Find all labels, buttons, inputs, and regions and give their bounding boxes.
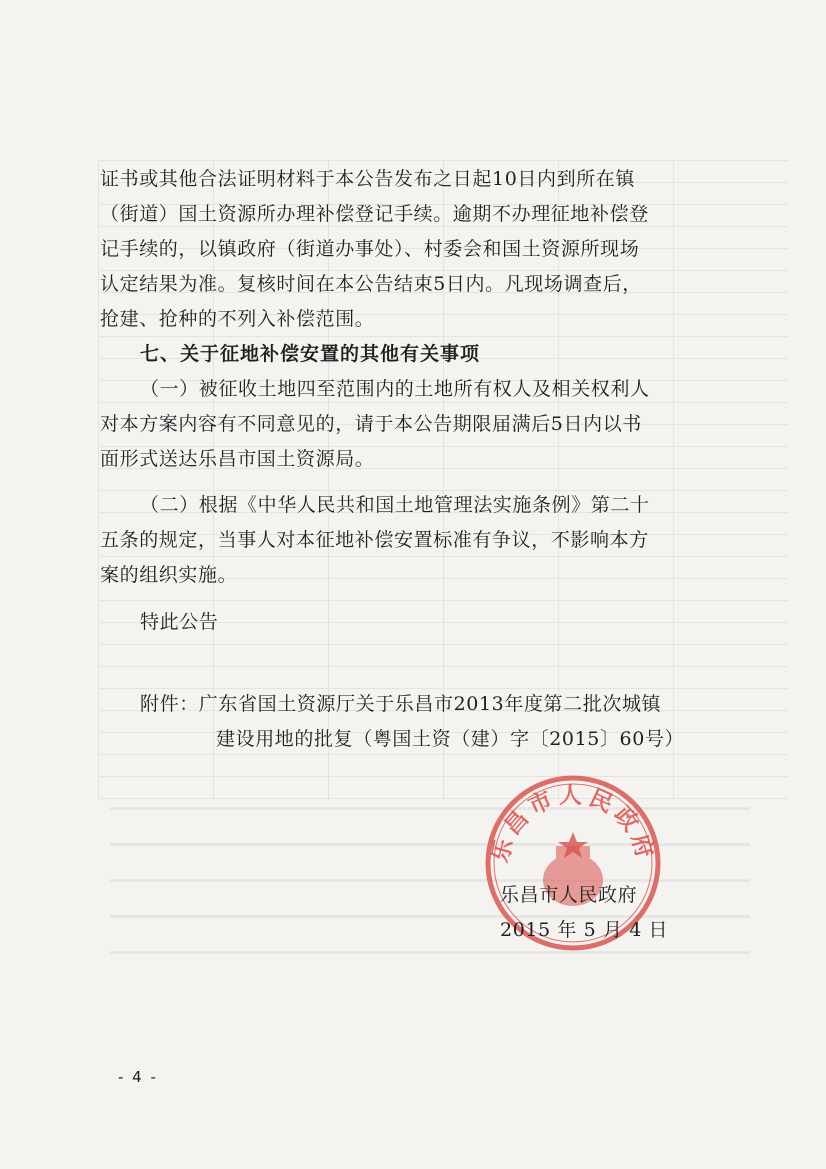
para1-line-3: 面形式送达乐昌市国土资源局。: [100, 448, 375, 470]
para2-line-2: 五条的规定，当事人对本征地补偿安置标准有争议，不影响本方: [100, 529, 649, 551]
attachment-line-2: 建设用地的批复（粤国土资（建）字〔2015〕60号）: [216, 728, 685, 750]
closing-notice: 特此公告: [140, 611, 219, 633]
para2-line-3: 案的组织实施。: [100, 564, 238, 586]
body-line-3: 记手续的，以镇政府（街道办事处）、村委会和国土资源所现场: [100, 238, 640, 260]
issue-date: 2015 年 5 月 4 日: [500, 919, 669, 941]
body-line-1: 证书或其他合法证明材料于本公告发布之日起10日内到所在镇: [100, 168, 635, 190]
para1-line-2: 对本方案内容有不同意见的，请于本公告期限届满后5日内以书: [100, 413, 642, 435]
issuer-name: 乐昌市人民政府: [500, 884, 638, 906]
para2-line-1: （二）根据《中华人民共和国土地管理法实施条例》第二十: [140, 494, 650, 516]
page-number: - 4 -: [118, 1068, 158, 1086]
section-heading: 七、关于征地补偿安置的其他有关事项: [140, 343, 481, 365]
body-line-2: （街道）国土资源所办理补偿登记手续。逾期不办理征地补偿登: [100, 203, 649, 225]
body-line-5: 抢建、抢种的不列入补偿范围。: [100, 308, 375, 330]
attachment-line-1: 附件：广东省国土资源厅关于乐昌市2013年度第二批次城镇: [140, 693, 662, 715]
para1-line-1: （一）被征收土地四至范围内的土地所有权人及相关权利人: [140, 378, 650, 400]
seal-text: 乐昌市人民政府: [487, 782, 659, 866]
body-line-4: 认定结果为准。复核时间在本公告结束5日内。凡现场调查后，: [100, 273, 642, 295]
